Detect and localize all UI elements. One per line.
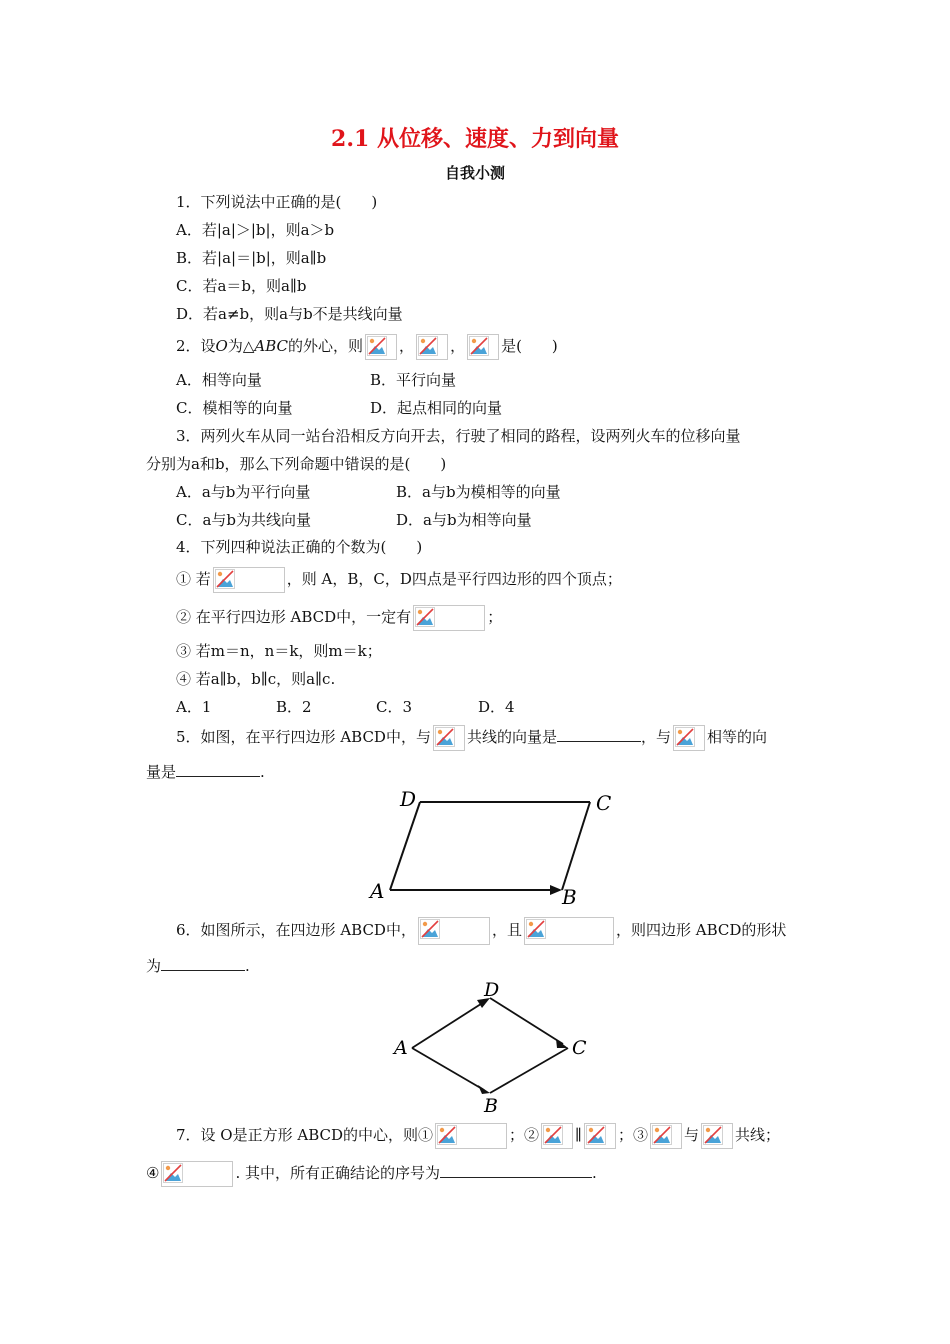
answer-blank[interactable] — [557, 727, 641, 742]
q4-option-c: C．3 — [376, 698, 413, 716]
broken-image-icon — [435, 1123, 507, 1149]
q4-statement-4: ④ 若a∥b，b∥c，则a∥c. — [176, 670, 336, 688]
broken-image-icon — [433, 725, 465, 751]
q1-option-b: B．若|a|＝|b|，则a∥b — [176, 249, 327, 267]
vertex-label-d: D — [400, 787, 417, 811]
q2-option-c: C．模相等的向量 — [176, 399, 293, 417]
q7-stem: 7．设 O是正方形 ABCD的中心，则① ；② ∥ ；③ 与 共线； — [176, 1121, 780, 1149]
edge-ad — [412, 1002, 484, 1048]
page-title: 2.1 从位移、速度、力到向量 — [331, 126, 619, 152]
vertex-label-b: B — [484, 1095, 498, 1117]
rhombus-figure — [380, 978, 610, 1118]
q1-option-d: D．若a≠b，则a与b不是共线向量 — [176, 305, 403, 323]
broken-image-icon — [467, 334, 499, 360]
q4-option-a: A．1 — [176, 698, 212, 716]
q2-option-a: A．相等向量 — [176, 371, 262, 389]
q3-option-b: B．a与b为模相等的向量 — [396, 483, 561, 501]
parallelogram-edges — [390, 802, 590, 895]
q7-line2: ④ . 其中，所有正确结论的序号为 . — [146, 1159, 597, 1187]
broken-image-icon — [416, 334, 448, 360]
q3-option-c: C．a与b为共线向量 — [176, 511, 312, 529]
vertex-label-a: A — [394, 1037, 408, 1059]
q3-line1: 3．两列火车从同一站台沿相反方向开去，行驶了相同的路程，设两列火车的位移向量 — [176, 427, 741, 445]
vertex-label-a: A — [370, 879, 385, 903]
arrow-head-ab — [478, 1085, 490, 1094]
q4-statement-3: ③ 若m＝n，n＝k，则m＝k； — [176, 642, 382, 660]
broken-image-icon — [673, 725, 705, 751]
q2-option-b: B．平行向量 — [370, 371, 457, 389]
answer-blank[interactable] — [161, 956, 245, 971]
vertex-label-c: C — [596, 791, 612, 815]
edge-ad — [390, 802, 420, 890]
q6-stem: 6．如图所示，在四边形 ABCD中， ，且 ，则四边形 ABCD的形状 — [176, 915, 786, 945]
q3-option-a: A．a与b为平行向量 — [176, 483, 311, 501]
q4-stem: 4．下列四种说法正确的个数为( ) — [176, 538, 423, 556]
arrow-head-ab — [550, 885, 562, 895]
q1-option-a: A．若|a|＞|b|，则a＞b — [176, 221, 335, 239]
edge-bc — [490, 1048, 568, 1093]
section-subtitle: 自我小测 — [444, 164, 505, 182]
q1-option-c: C．若a＝b，则a∥b — [176, 277, 307, 295]
answer-blank[interactable] — [440, 1163, 592, 1178]
broken-image-icon — [541, 1123, 573, 1149]
q3-line2: 分别为a和b，那么下列命题中错误的是( ) — [146, 455, 447, 473]
q5-stem: 5．如图，在平行四边形 ABCD中，与 共线的向量是 ，与 相等的向 — [176, 724, 767, 751]
q4-option-d: D．4 — [478, 698, 515, 716]
broken-image-icon — [701, 1123, 733, 1149]
broken-image-icon — [213, 567, 285, 593]
broken-image-icon — [365, 334, 397, 360]
q2-stem: 2．设O为△ABC的外心，则 ， ， 是( ) — [176, 333, 558, 360]
q4-option-b: B．2 — [276, 698, 312, 716]
edge-cb — [562, 802, 590, 890]
edge-dc — [490, 998, 563, 1044]
rhombus-edges — [412, 998, 568, 1094]
vertex-label-d: D — [484, 979, 500, 1001]
answer-blank[interactable] — [176, 762, 260, 777]
q5-line2: 量是 . — [146, 763, 265, 781]
broken-image-icon — [418, 917, 490, 945]
parallelogram-figure — [360, 780, 630, 910]
edge-ab — [412, 1048, 484, 1090]
q1-stem: 1．下列说法中正确的是( ) — [176, 193, 378, 211]
vertex-label-c: C — [572, 1037, 587, 1059]
q6-line2: 为 . — [146, 957, 250, 975]
q4-statement-2: ② 在平行四边形 ABCD中，一定有 ； — [176, 604, 502, 631]
broken-image-icon — [524, 917, 614, 945]
q4-statement-1: ① 若 ，则 A，B，C，D四点是平行四边形的四个顶点； — [176, 566, 622, 593]
q2-option-d: D．起点相同的向量 — [370, 399, 503, 417]
vertex-label-b: B — [562, 885, 577, 909]
broken-image-icon — [650, 1123, 682, 1149]
q3-option-d: D．a与b为相等向量 — [396, 511, 532, 529]
broken-image-icon — [584, 1123, 616, 1149]
broken-image-icon — [161, 1161, 233, 1187]
broken-image-icon — [413, 605, 485, 631]
